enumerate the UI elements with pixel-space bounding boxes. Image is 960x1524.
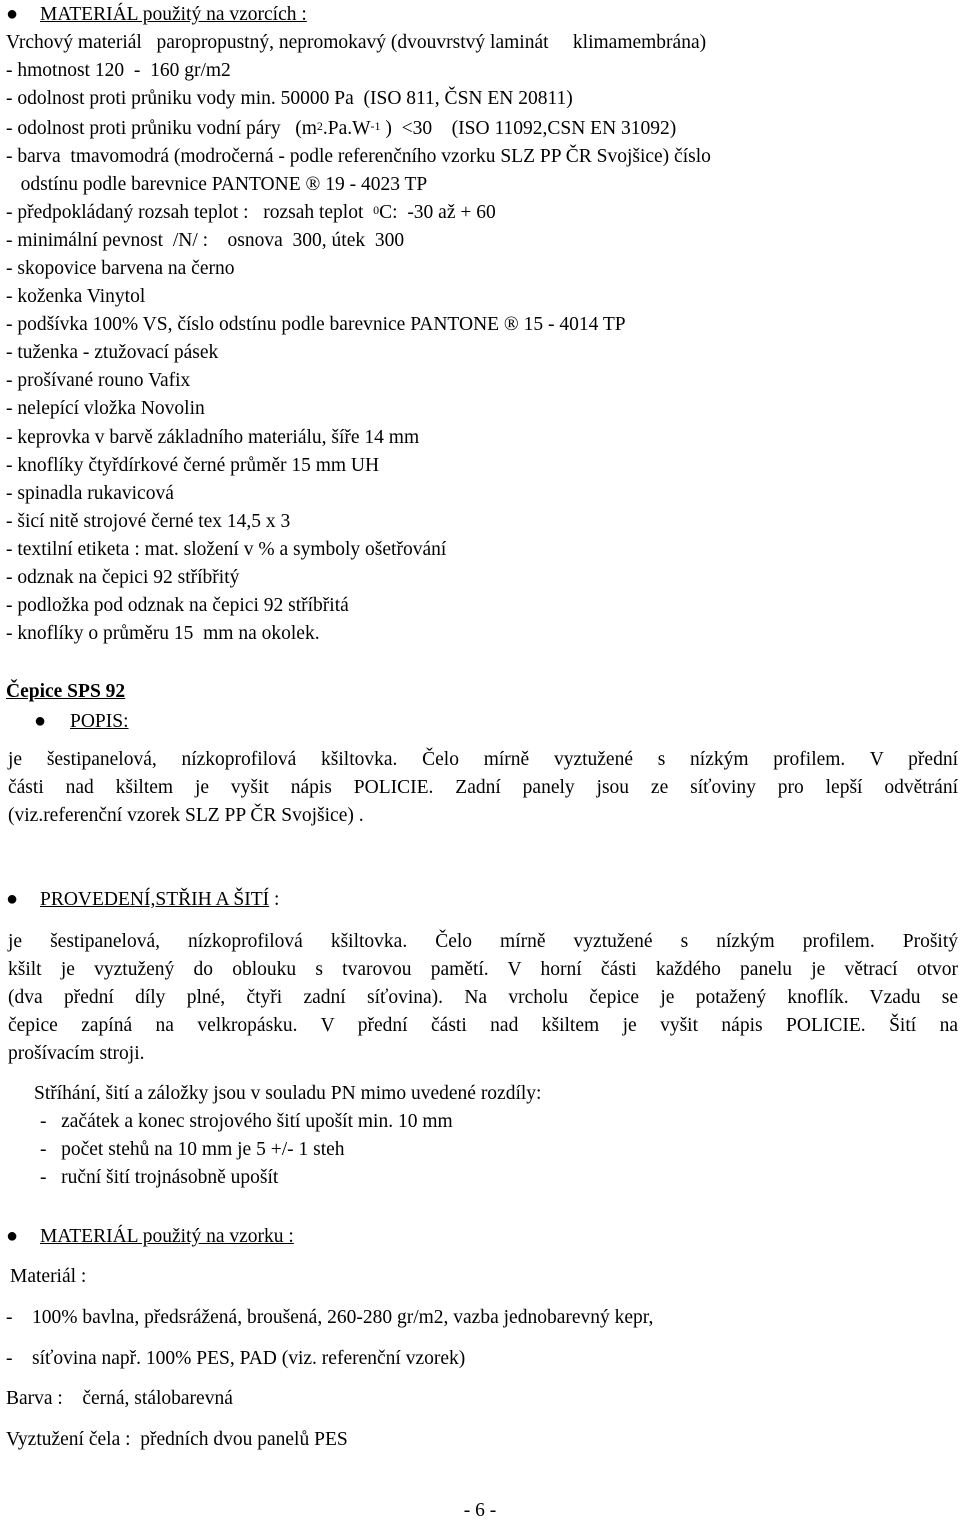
- bullet-icon: ●: [34, 710, 47, 732]
- text-line: Vrchový materiál paropropustný, nepromokavý (dvouvrstvý laminát klimamembrána): [6, 32, 707, 53]
- text-line: - podšívka 100% VS, číslo odstínu podle barevnice PANTONE ® 15 - 4014 TP: [6, 314, 626, 335]
- text-line: odstínu podle barevnice PANTONE ® 19 - 4023 TP: [6, 174, 428, 195]
- list-item: - počet stehů na 10 mm je 5 +/- 1 steh: [40, 1139, 345, 1160]
- provedeni-heading: [40, 888, 279, 912]
- text-part: - odolnost proti průniku vodní páry (m: [6, 118, 317, 139]
- sewing-intro: Stříhání, šití a záložky jsou v souladu PN mimo uvedené rozdíly:: [34, 1083, 542, 1104]
- text-line: - textilní etiketa : mat. složení v % a symboly ošetřování: [6, 539, 447, 560]
- text-line: - minimální pevnost /N/ : osnova 300, útek 300: [6, 230, 405, 251]
- superscript: 2: [316, 119, 323, 133]
- paragraph-line: (viz.referenční vzorek SLZ PP ČR Svojšice) .: [8, 805, 364, 826]
- text-line: - skopovice barvena na černo: [6, 258, 235, 279]
- paragraph-line: prošívacím stroji.: [8, 1043, 145, 1064]
- text-line: - barva tmavomodrá (modročerná - podle referenčního vzorku SLZ PP ČR Svojšice) číslo: [6, 146, 711, 167]
- paragraph-line: čepice zapíná na velkropásku. V přední části nad kšiltem je vyšit nápis POLICIE. Šití na: [8, 1015, 958, 1036]
- text-line: - prošívané rouno Vafix: [6, 370, 191, 391]
- list-item: - ruční šití trojnásobně upošít: [40, 1167, 279, 1188]
- barva-line: Barva : černá, stálobarevná: [6, 1388, 233, 1409]
- text-line: - podložka pod odznak na čepici 92 stříbřitá: [6, 595, 349, 616]
- vyztuzeni-line: Vyztužení čela : předních dvou panelů PES: [6, 1429, 348, 1450]
- text-line: - knoflíky o průměru 15 mm na okolek.: [6, 623, 320, 644]
- text-line: - keprovka v barvě základního materiálu, šíře 14 mm: [6, 427, 420, 448]
- text-line: - nelepící vložka Novolin: [6, 398, 205, 419]
- text-line: [6, 201, 496, 225]
- text-line: - tuženka - ztužovací pásek: [6, 342, 219, 363]
- material-heading: MATERIÁL použitý na vzorcích :: [40, 4, 307, 25]
- text-line: - odolnost proti průniku vody min. 50000 Pa (ISO 811, ČSN EN 20811): [6, 88, 573, 109]
- list-item: - začátek a konec strojového šití upošít min. 10 mm: [40, 1111, 453, 1132]
- heading-text: PROVEDENÍ,STŘIH A ŠITÍ: [40, 889, 270, 910]
- provedeni-paragraph: [8, 928, 958, 1068]
- text-line: - koženka Vinytol: [6, 286, 146, 307]
- section-title: Čepice SPS 92: [6, 681, 126, 702]
- paragraph-line: části nad kšiltem je vyšit nápis POLICIE. Zadní panely jsou ze síťoviny pro lepší odvětrání: [8, 777, 958, 798]
- bullet-icon: ●: [6, 3, 19, 25]
- paragraph-line: je šestipanelová, nízkoprofilová kšiltovka. Čelo mírně vyztužené s nízkým profilem. Prošitý: [8, 931, 958, 952]
- popis-heading: POPIS:: [70, 711, 129, 732]
- paragraph-line: je šestipanelová, nízkoprofilová kšiltovka. Čelo mírně vyztužené s nízkým profilem. V přední: [8, 749, 958, 770]
- text-line: - odznak na čepici 92 stříbřitý: [6, 567, 240, 588]
- text-line: - spinadla rukavicová: [6, 483, 174, 504]
- list-item: - síťovina např. 100% PES, PAD (viz. referenční vzorek): [6, 1348, 466, 1369]
- page-number: - 6 -: [463, 1500, 497, 1521]
- list-item: - 100% bavlna, předsrážená, broušená, 260-280 gr/m2, vazba jednobarevný kepr,: [6, 1307, 654, 1328]
- text-line: - šicí nitě strojové černé tex 14,5 x 3: [6, 511, 291, 532]
- material-heading: MATERIÁL použitý na vzorku :: [40, 1226, 294, 1247]
- superscript: -1: [370, 119, 381, 133]
- bullet-icon: ●: [6, 1225, 19, 1247]
- popis-paragraph: [8, 746, 958, 830]
- text-part: C: -30 až + 60: [379, 202, 496, 223]
- text-line: - knoflíky čtyřdírkové černé průměr 15 mm UH: [6, 455, 380, 476]
- paragraph-line: kšilt je vyztužený do oblouku s tvarovou pamětí. V horní části každého panelu je větrací otvor: [8, 959, 958, 980]
- text-part: - předpokládaný rozsah teplot : rozsah teplot: [6, 202, 374, 223]
- text-line: - hmotnost 120 - 160 gr/m2: [6, 60, 231, 81]
- heading-colon: :: [269, 889, 280, 910]
- text-part: ) <30 (ISO 11092,CSN EN 31092): [380, 118, 677, 139]
- paragraph-line: (dva přední díly plné, čtyři zadní síťovina). Na vrcholu čepice je potažený knoflík. Vzadu se: [8, 987, 958, 1008]
- text-line: [6, 117, 676, 141]
- superscript: 0: [373, 203, 380, 217]
- material-label: Materiál :: [10, 1266, 87, 1287]
- bullet-icon: ●: [6, 888, 19, 910]
- text-part: .Pa.W: [322, 118, 371, 139]
